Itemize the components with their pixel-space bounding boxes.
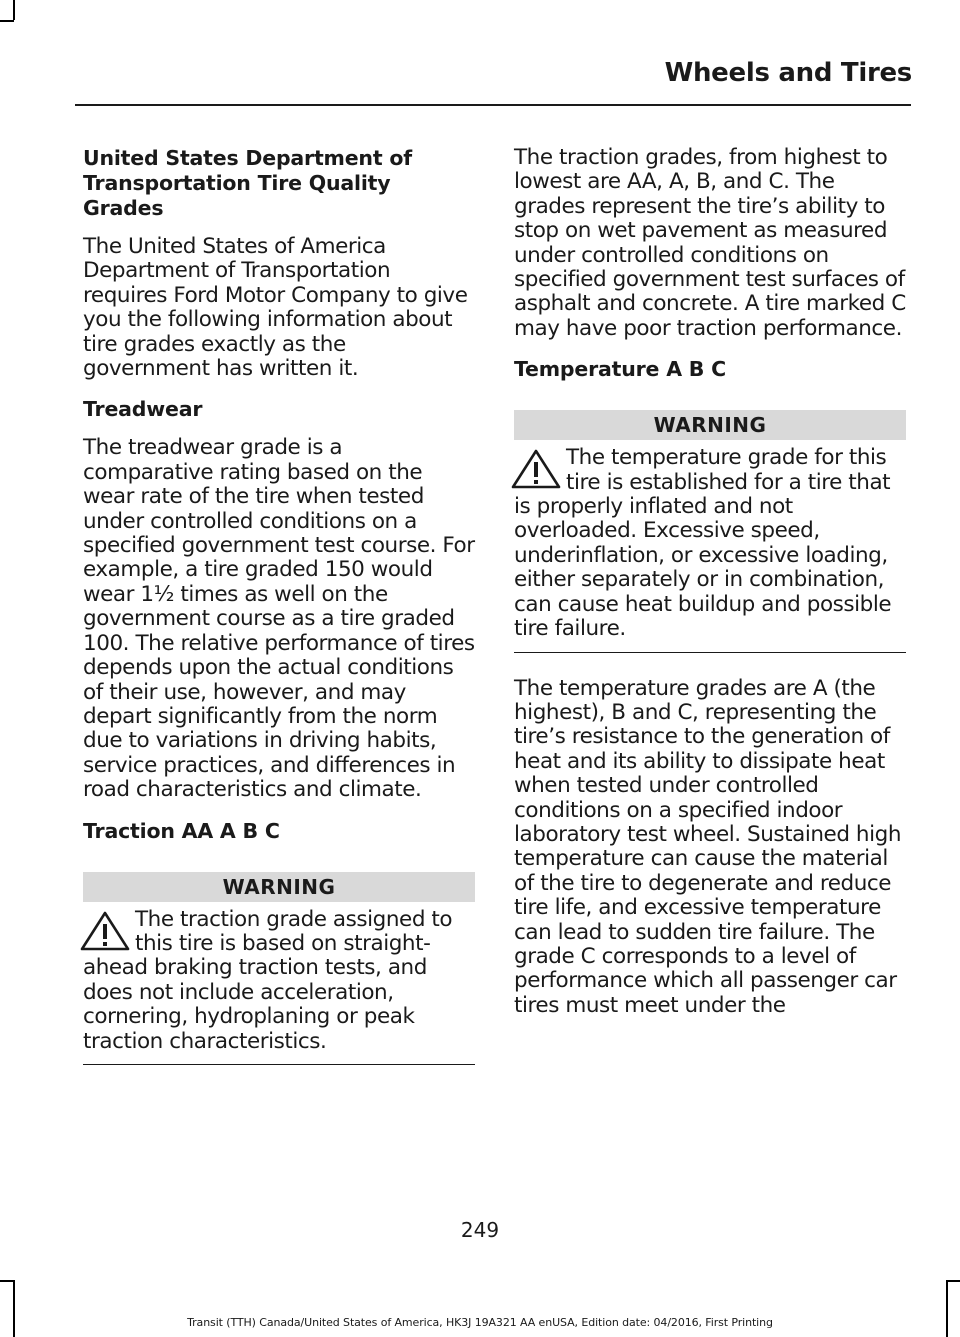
section-heading-treadwear: Treadwear <box>83 397 203 422</box>
temperature-warning <box>514 410 906 652</box>
warning-text: The temperature grade for this tire is established for a tire that is properly inflated and not overloaded. Excessive speed, underinflation, or excessive loading, either separately or in combination, can cause heat buildup and possible tire failure. <box>514 445 892 642</box>
treadwear-paragraph: The treadwear grade is a comparative rating based on the wear rate of the tire when tested under controlled conditions on a specified government test course. For example, a tire graded 150 would wear 1½ times as well on the government course as a tire graded 100. The relative performance of tires depends upon the actual conditions of their use, however, and may depart significantly from the norm due to variations in driving habits, service practices, and differences in road characteristics and climate. <box>83 435 475 803</box>
section-heading-traction: Traction AA A B C <box>83 818 280 843</box>
crop-mark <box>13 0 15 20</box>
warning-body <box>83 908 475 1054</box>
crop-mark <box>0 20 14 22</box>
page-number: 249 <box>460 1218 500 1242</box>
warning-body <box>514 446 906 641</box>
traction-paragraph: The traction grades, from highest to lowest are AA, A, B, and C. The grades represent the tire’s ability to stop on wet pavement as measured under controlled conditions on specified government test surfaces of asphalt and concrete. A tire marked C may have poor traction performance. <box>514 145 906 341</box>
header-divider <box>75 104 911 106</box>
crop-mark <box>946 1280 960 1282</box>
warning-divider <box>83 1064 475 1065</box>
warning-triangle-icon <box>510 448 562 490</box>
crop-mark <box>0 1280 14 1282</box>
temperature-paragraph: The temperature grades are A (the highest), B and C, representing the tire’s resistance to the generation of heat and its ability to dissipate heat when tested under controlled conditions on a specified indoor laboratory test wheel. Sustained high temperature can cause the material of the tire to degenerate and reduce tire life, and excessive temperature can lead to sudden tire failure. The grade C corresponds to a level of performance which all passenger car tires must meet under the <box>514 675 901 1018</box>
traction-warning <box>83 872 475 1065</box>
warning-text: The traction grade assigned to this tire is based on straight-ahead braking traction tests, and does not include acceleration, cornering, hydroplaning or peak traction characteristics. <box>83 906 453 1054</box>
intro-paragraph: The United States of America Department of Transportation requires Ford Motor Company to give you the following information about tire grades exactly as the government has written it. <box>83 234 468 382</box>
left-column <box>83 146 475 1089</box>
right-column <box>514 146 906 1034</box>
warning-triangle-icon <box>79 910 131 952</box>
warning-label: WARNING <box>83 872 475 902</box>
section-heading-tire-quality-grades: United States Department of Transportation Tire Quality Grades <box>83 146 412 220</box>
footer-edition-info: Transit (TTH) Canada/United States of America, HK3J 19A321 AA enUSA, Edition date: 04/2016, First Printing <box>187 1316 773 1329</box>
warning-label: WARNING <box>514 410 906 440</box>
warning-divider <box>514 652 906 653</box>
section-heading-temperature: Temperature A B C <box>514 357 727 382</box>
page-title: Wheels and Tires <box>664 58 912 88</box>
